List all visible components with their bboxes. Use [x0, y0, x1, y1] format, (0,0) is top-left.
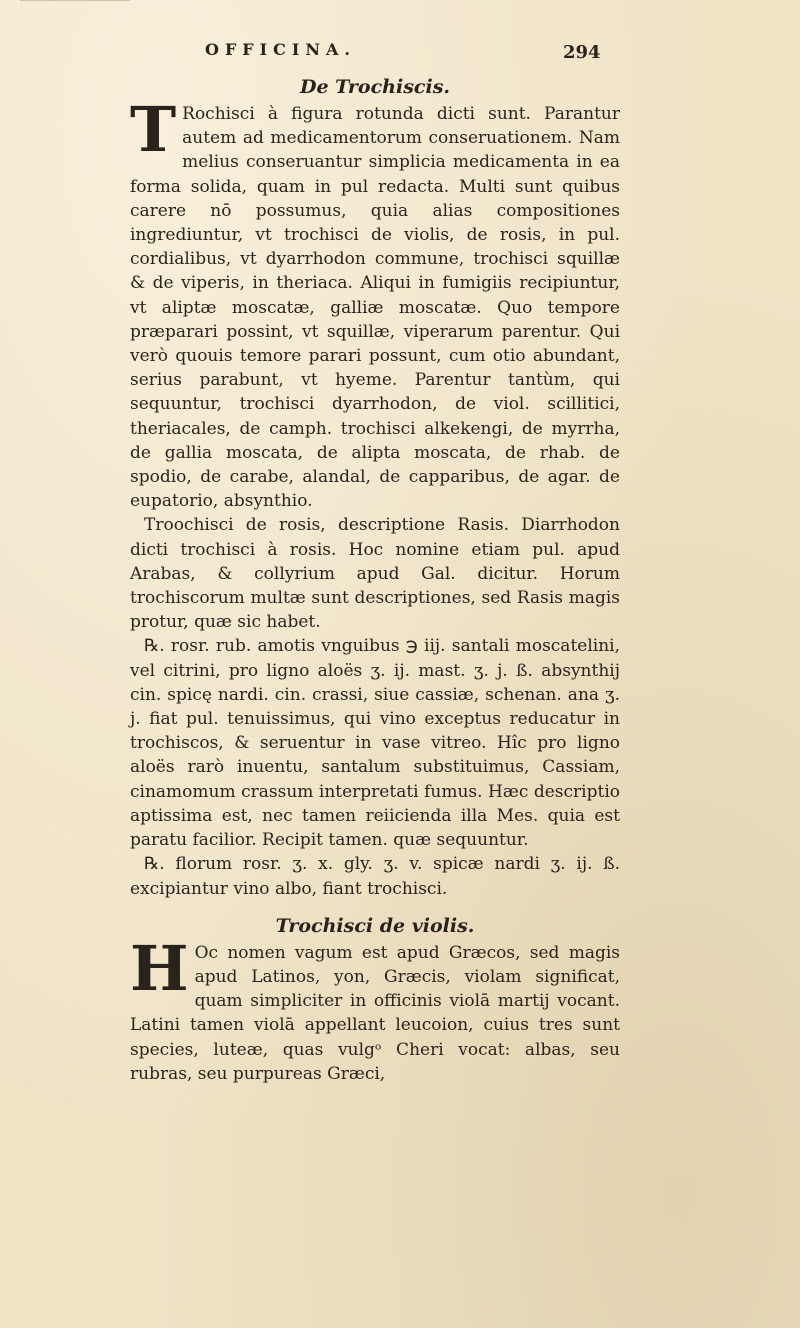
paragraph-intro	[130, 93, 620, 513]
running-head: OFFICINA.	[205, 40, 356, 59]
section-gap	[130, 901, 620, 911]
paragraph-violis	[130, 931, 620, 1086]
dropcap: H	[130, 931, 189, 1005]
section-title-violis: Trochisci de violis.	[275, 914, 475, 937]
paragraph-text: Rochisci à figura rotunda dicti sunt. Parantur autem ad medicamentorum conseruationem. Nam melius conseruantur simplicia medicamenta in ea forma solida, quam in pul redacta. Multi sunt quibus carere nō possumus, quia alias compositiones ingrediuntur, vt trochisci de violis, de rosis, in pul. cordialibus, vt dyarrhodon commune, trochisci squillæ & de viperis, in theriaca. Aliqui in fumigiis recipiuntur, vt aliptæ moscatæ, galliæ moscatæ. Quo tempore præparari possint, vt squillæ, viperarum parentur. Qui verò quouis temore parari possunt, cum otio abundant, serius parabunt, vt hyeme. Parentur tantùm, qui sequuntur, trochisci dyarrhodon, de viol. scillitici, theriacales, de camph. trochisci alkekengi, de myrrha, de gallia moscata, de alipta moscata, de rhab. de spodio, de carabe, alandal, de capparibus, de agar. de eupatorio, absynthio.	[130, 104, 620, 512]
text-column	[130, 72, 620, 1086]
margin-scratch	[20, 0, 130, 31]
dropcap: T	[130, 93, 177, 166]
section-title-trochiscis: De Trochiscis.	[299, 76, 450, 98]
paragraph-text: Oc nomen vagum est apud Græcos, sed magis apud Latinos, yon, Græcis, violam significat, quam simpliciter in officinis violā martij vocant. Latini tamen violā appellant leucoion, cuius tres sunt species, luteæ, quas vulgᵒ Cheri vocat: albas, seu rubras, seu purpureas Græci,	[130, 942, 620, 1084]
page-header	[0, 32, 800, 72]
page-number: 294	[563, 42, 601, 63]
paragraph-rasis: Troochisci de rosis, descriptione Rasis. Diarrhodon dicti trochisci à rosis. Hoc nomine etiam pul. apud Arabas, & collyrium apud Gal. dicitur. Horum trochiscorum multæ sunt descriptiones, sed Rasis magis protur, quæ sic habet.	[130, 515, 620, 633]
recipe-paragraph: ℞. rosr. rub. amotis vnguibus ℈ iij. santali moscatelini, vel citrini, pro ligno aloës ʒ. ij. mast. ʒ. j. ß. absynthij cin. spicę nardi. cin. crassi, siue cassiæ, schenan. ana ʒ. j. fiat pul. tenuissimus, qui vino exceptus reducatur in trochiscos, & seruentur in vase vitreo. Hîc pro ligno aloës rarò inuentu, santalum substituimus, Cassiam, cinamomum crassum interpretati fumus. Hæc descriptio aptissima est, nec tamen reiicienda illa Mes. quia est paratu facilior. Recipit tamen. quæ sequuntur.	[130, 636, 620, 851]
recipe-paragraph: ℞. florum rosr. ʒ. x. gly. ʒ. v. spicæ nardi ʒ. ij. ß. excipiantur vino albo, fiant trochisci.	[130, 854, 620, 899]
